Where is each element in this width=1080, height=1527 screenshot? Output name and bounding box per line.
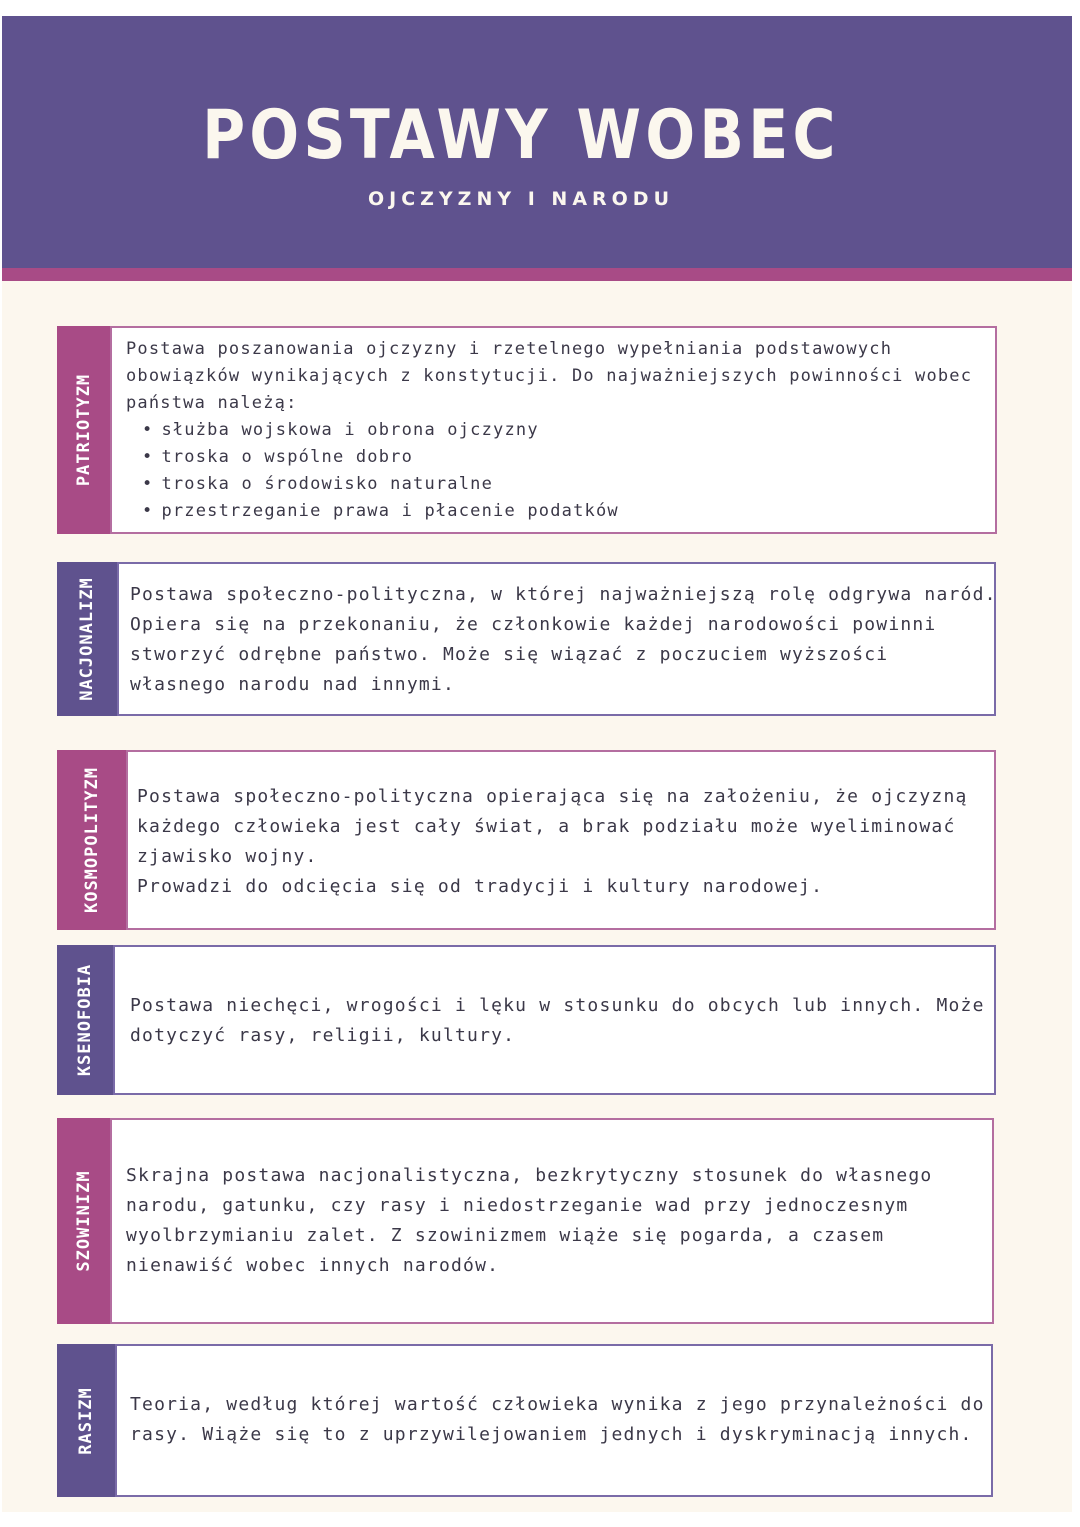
text-line: Postawa społeczno-polityczna opierająca się na założeniu, że ojczyzną [137, 786, 968, 807]
card-text [130, 580, 997, 700]
card-label: NACJONALIZM [77, 577, 97, 701]
text-line: Postawa niechęci, wrogości i lęku w stosunku do obcych lub innych. Może [130, 995, 985, 1016]
page-subtitle: OJCZYZNY I NARODU [367, 188, 675, 210]
card-kosmopolityzm [57, 750, 996, 930]
header-accent-stripe [2, 268, 1072, 281]
card-label: KOSMOPOLITYZM [81, 766, 102, 914]
text-line: Teoria, według której wartość człowieka wynika z jego przynależności do [130, 1394, 985, 1415]
card-label-tab [57, 1344, 115, 1497]
text-line: Skrajna postawa nacjonalistyczna, bezkrytyczny stosunek do własnego [126, 1165, 933, 1186]
text-line: Opiera się na przekonaniu, że członkowie każdej narodowości powinni [130, 614, 937, 635]
card-label: PATRIOTYZM [73, 373, 94, 487]
card-text [137, 782, 968, 902]
card-rasizm [57, 1344, 993, 1497]
card-label-tab [57, 326, 110, 534]
text-line: zjawisko wojny. [137, 846, 318, 867]
card-ksenofobia [57, 945, 996, 1095]
card-label-tab [57, 1118, 110, 1324]
page-title: POSTAWY WOBEC [202, 96, 840, 175]
card-label-tab [57, 945, 113, 1095]
card-nacjonalizm [57, 562, 996, 716]
list-item: • troska o środowisko naturalne [142, 471, 972, 498]
text-line: narodu, gatunku, czy rasy i niedostrzeganie wad przy jednoczesnym [126, 1195, 909, 1216]
card-text [130, 1390, 985, 1450]
text-line: państwa należą: [126, 393, 298, 413]
card-szowinizm [57, 1118, 994, 1324]
text-line: stworzyć odrębne państwo. Może się wiązać z poczuciem wyższości [130, 644, 889, 665]
duties-list [126, 417, 972, 525]
text-line: dotyczyć rasy, religii, kultury. [130, 1025, 516, 1046]
card-text [126, 336, 972, 525]
header-banner [2, 16, 1072, 268]
card-label: SZOWINIZM [73, 1170, 94, 1272]
text-line: własnego narodu nad innymi. [130, 674, 455, 695]
card-label-tab [57, 562, 117, 716]
text-line: rasy. Wiąże się to z uprzywilejowaniem jednych i dyskryminacją innych. [130, 1424, 973, 1445]
list-item: • służba wojskowa i obrona ojczyzny [142, 417, 972, 444]
card-text [126, 1161, 932, 1281]
text-line: Postawa społeczno-polityczna, w której najważniejszą rolę odgrywa naród. [130, 584, 997, 605]
card-label-tab [57, 750, 126, 930]
card-text [130, 991, 985, 1051]
list-item: • przestrzeganie prawa i płacenie podatków [142, 498, 972, 525]
card-label: KSENOFOBIA [75, 963, 95, 1077]
text-line: obowiązków wynikających z konstytucji. Do najważniejszych powinności wobec [126, 366, 973, 386]
text-line: nienawiść wobec innych narodów. [126, 1255, 500, 1276]
text-line: Prowadzi do odcięcia się od tradycji i kultury narodowej. [137, 876, 824, 897]
text-line: każdego człowieka jest cały świat, a brak podziału może wyeliminować [137, 816, 956, 837]
list-item: • troska o wspólne dobro [142, 444, 972, 471]
card-label: RASIZM [76, 1386, 96, 1455]
text-line: wyolbrzymianiu zalet. Z szowinizmem wiąże się pogarda, a czasem [126, 1225, 885, 1246]
card-patriotyzm [57, 326, 997, 534]
text-line: Postawa poszanowania ojczyzny i rzetelnego wypełniania podstawowych [126, 339, 893, 359]
